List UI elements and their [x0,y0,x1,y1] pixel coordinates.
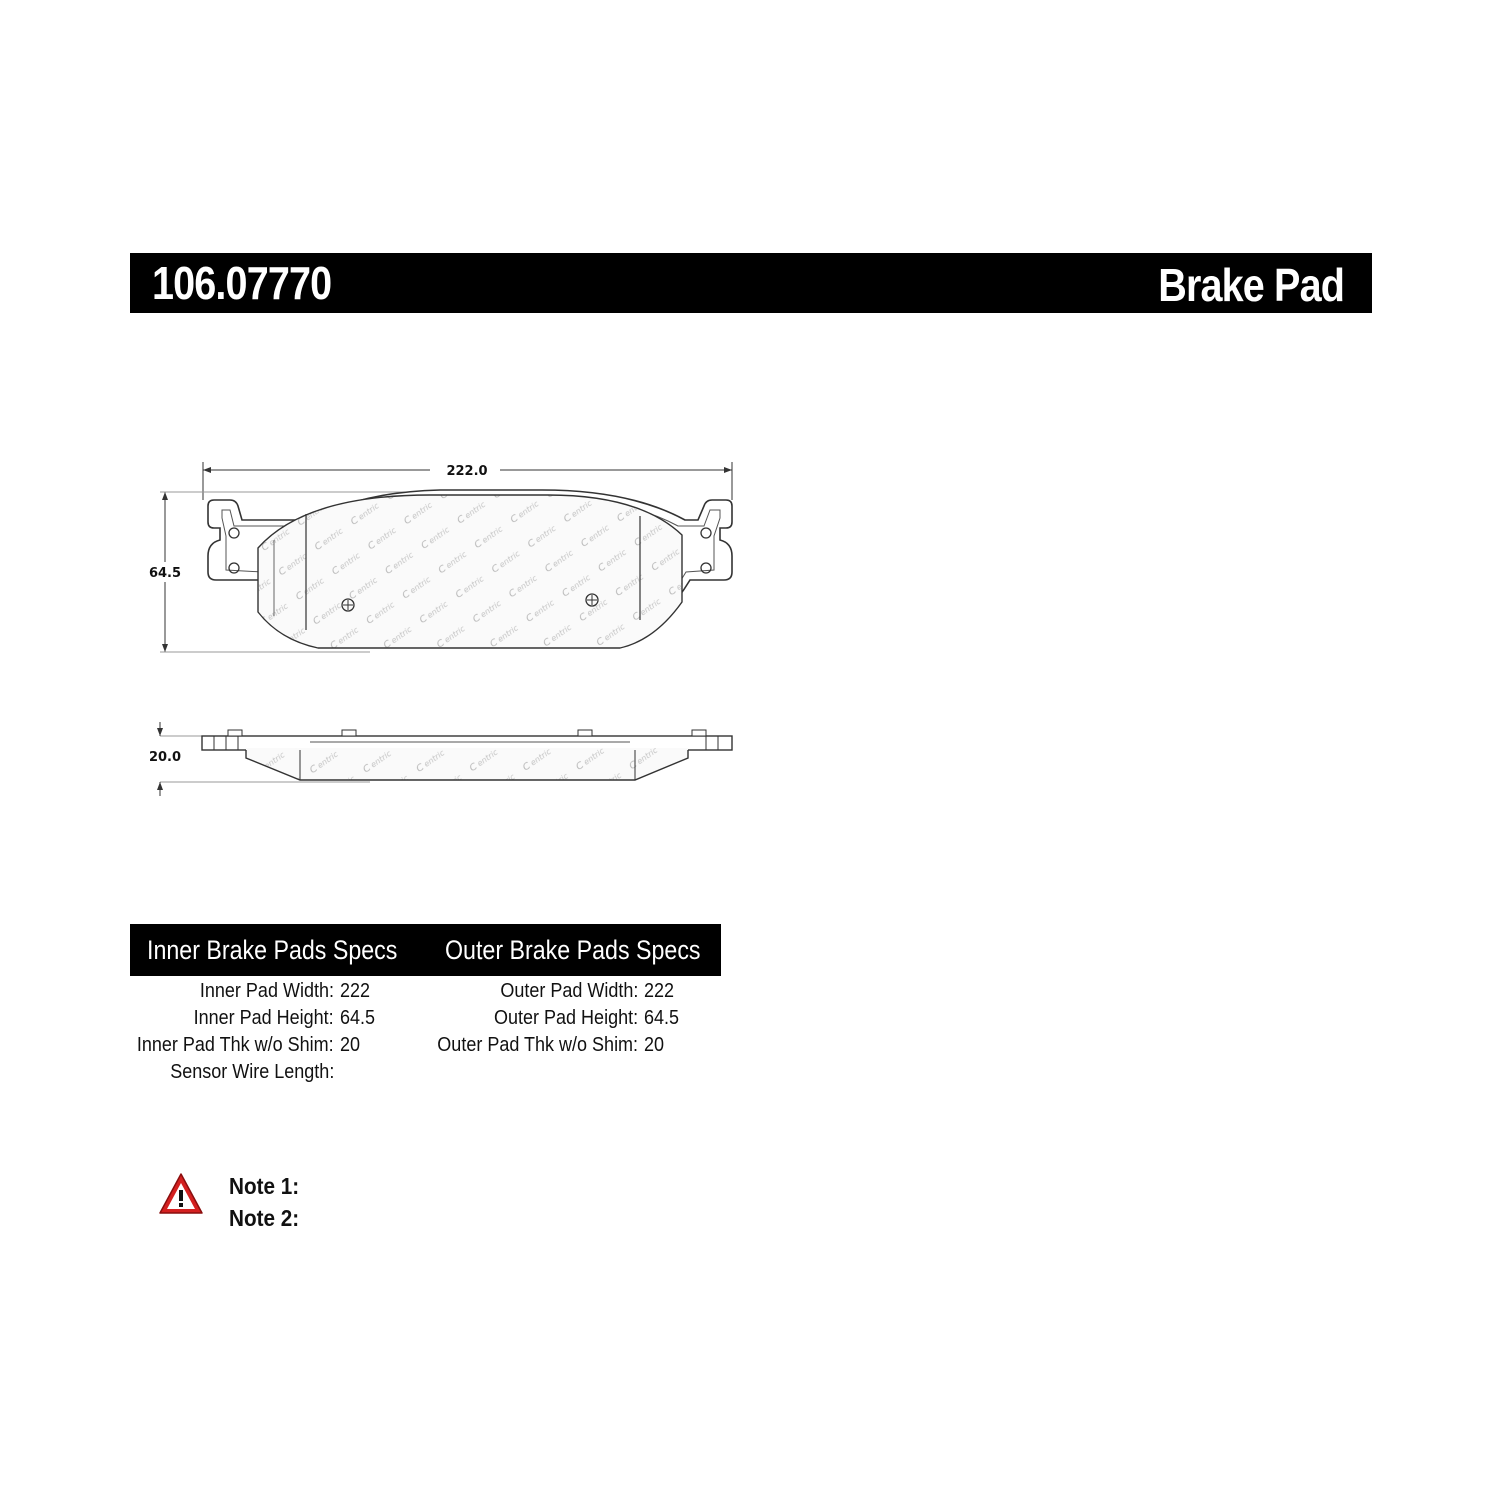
outer-thickness-row [430,1032,665,1058]
spec-label: Outer Pad Height: [493,1007,638,1029]
spec-value: 20 [644,1034,665,1056]
spec-value: 222 [644,980,675,1002]
spec-value: 64.5 [644,1007,680,1029]
outer-specs-list [430,978,680,1078]
spec-value: 20 [340,1034,361,1056]
height-label: 64.5 [148,566,182,581]
warning-icon [158,1172,204,1216]
inner-width-row [130,978,371,1004]
note-2: Note 2: [229,1205,300,1231]
notes [229,1170,307,1234]
spec-label: Inner Pad Width: [199,980,334,1002]
outer-specs-title: Outer Brake Pads Specs [445,935,701,965]
spec-label: Outer Pad Width: [499,980,638,1002]
spec-label: Sensor Wire Length: [169,1061,334,1083]
brake-pad-side-view [202,730,732,790]
inner-thickness-row [130,1032,361,1058]
spec-label: Inner Pad Thk w/o Shim: [137,1034,334,1056]
thickness-label: 20.0 [148,750,182,765]
spec-value: 222 [340,980,371,1002]
product-type: Brake Pad [1158,259,1344,311]
inner-height-row [130,1005,376,1031]
brake-pad-drawing [130,440,760,810]
specs-header-bar [130,924,721,976]
inner-specs-list [130,978,376,1098]
header-bar [130,253,1372,313]
width-label: 222.0 [446,464,488,479]
spec-value: 64.5 [340,1007,376,1029]
sensor-wire-row [130,1059,334,1085]
part-number: 106.07770 [152,257,332,309]
note-1: Note 1: [229,1173,300,1199]
outer-width-row [430,978,675,1004]
spec-label: Outer Pad Thk w/o Shim: [437,1034,638,1056]
outer-height-row [430,1005,680,1031]
inner-specs-title: Inner Brake Pads Specs [147,935,398,965]
spec-label: Inner Pad Height: [193,1007,334,1029]
